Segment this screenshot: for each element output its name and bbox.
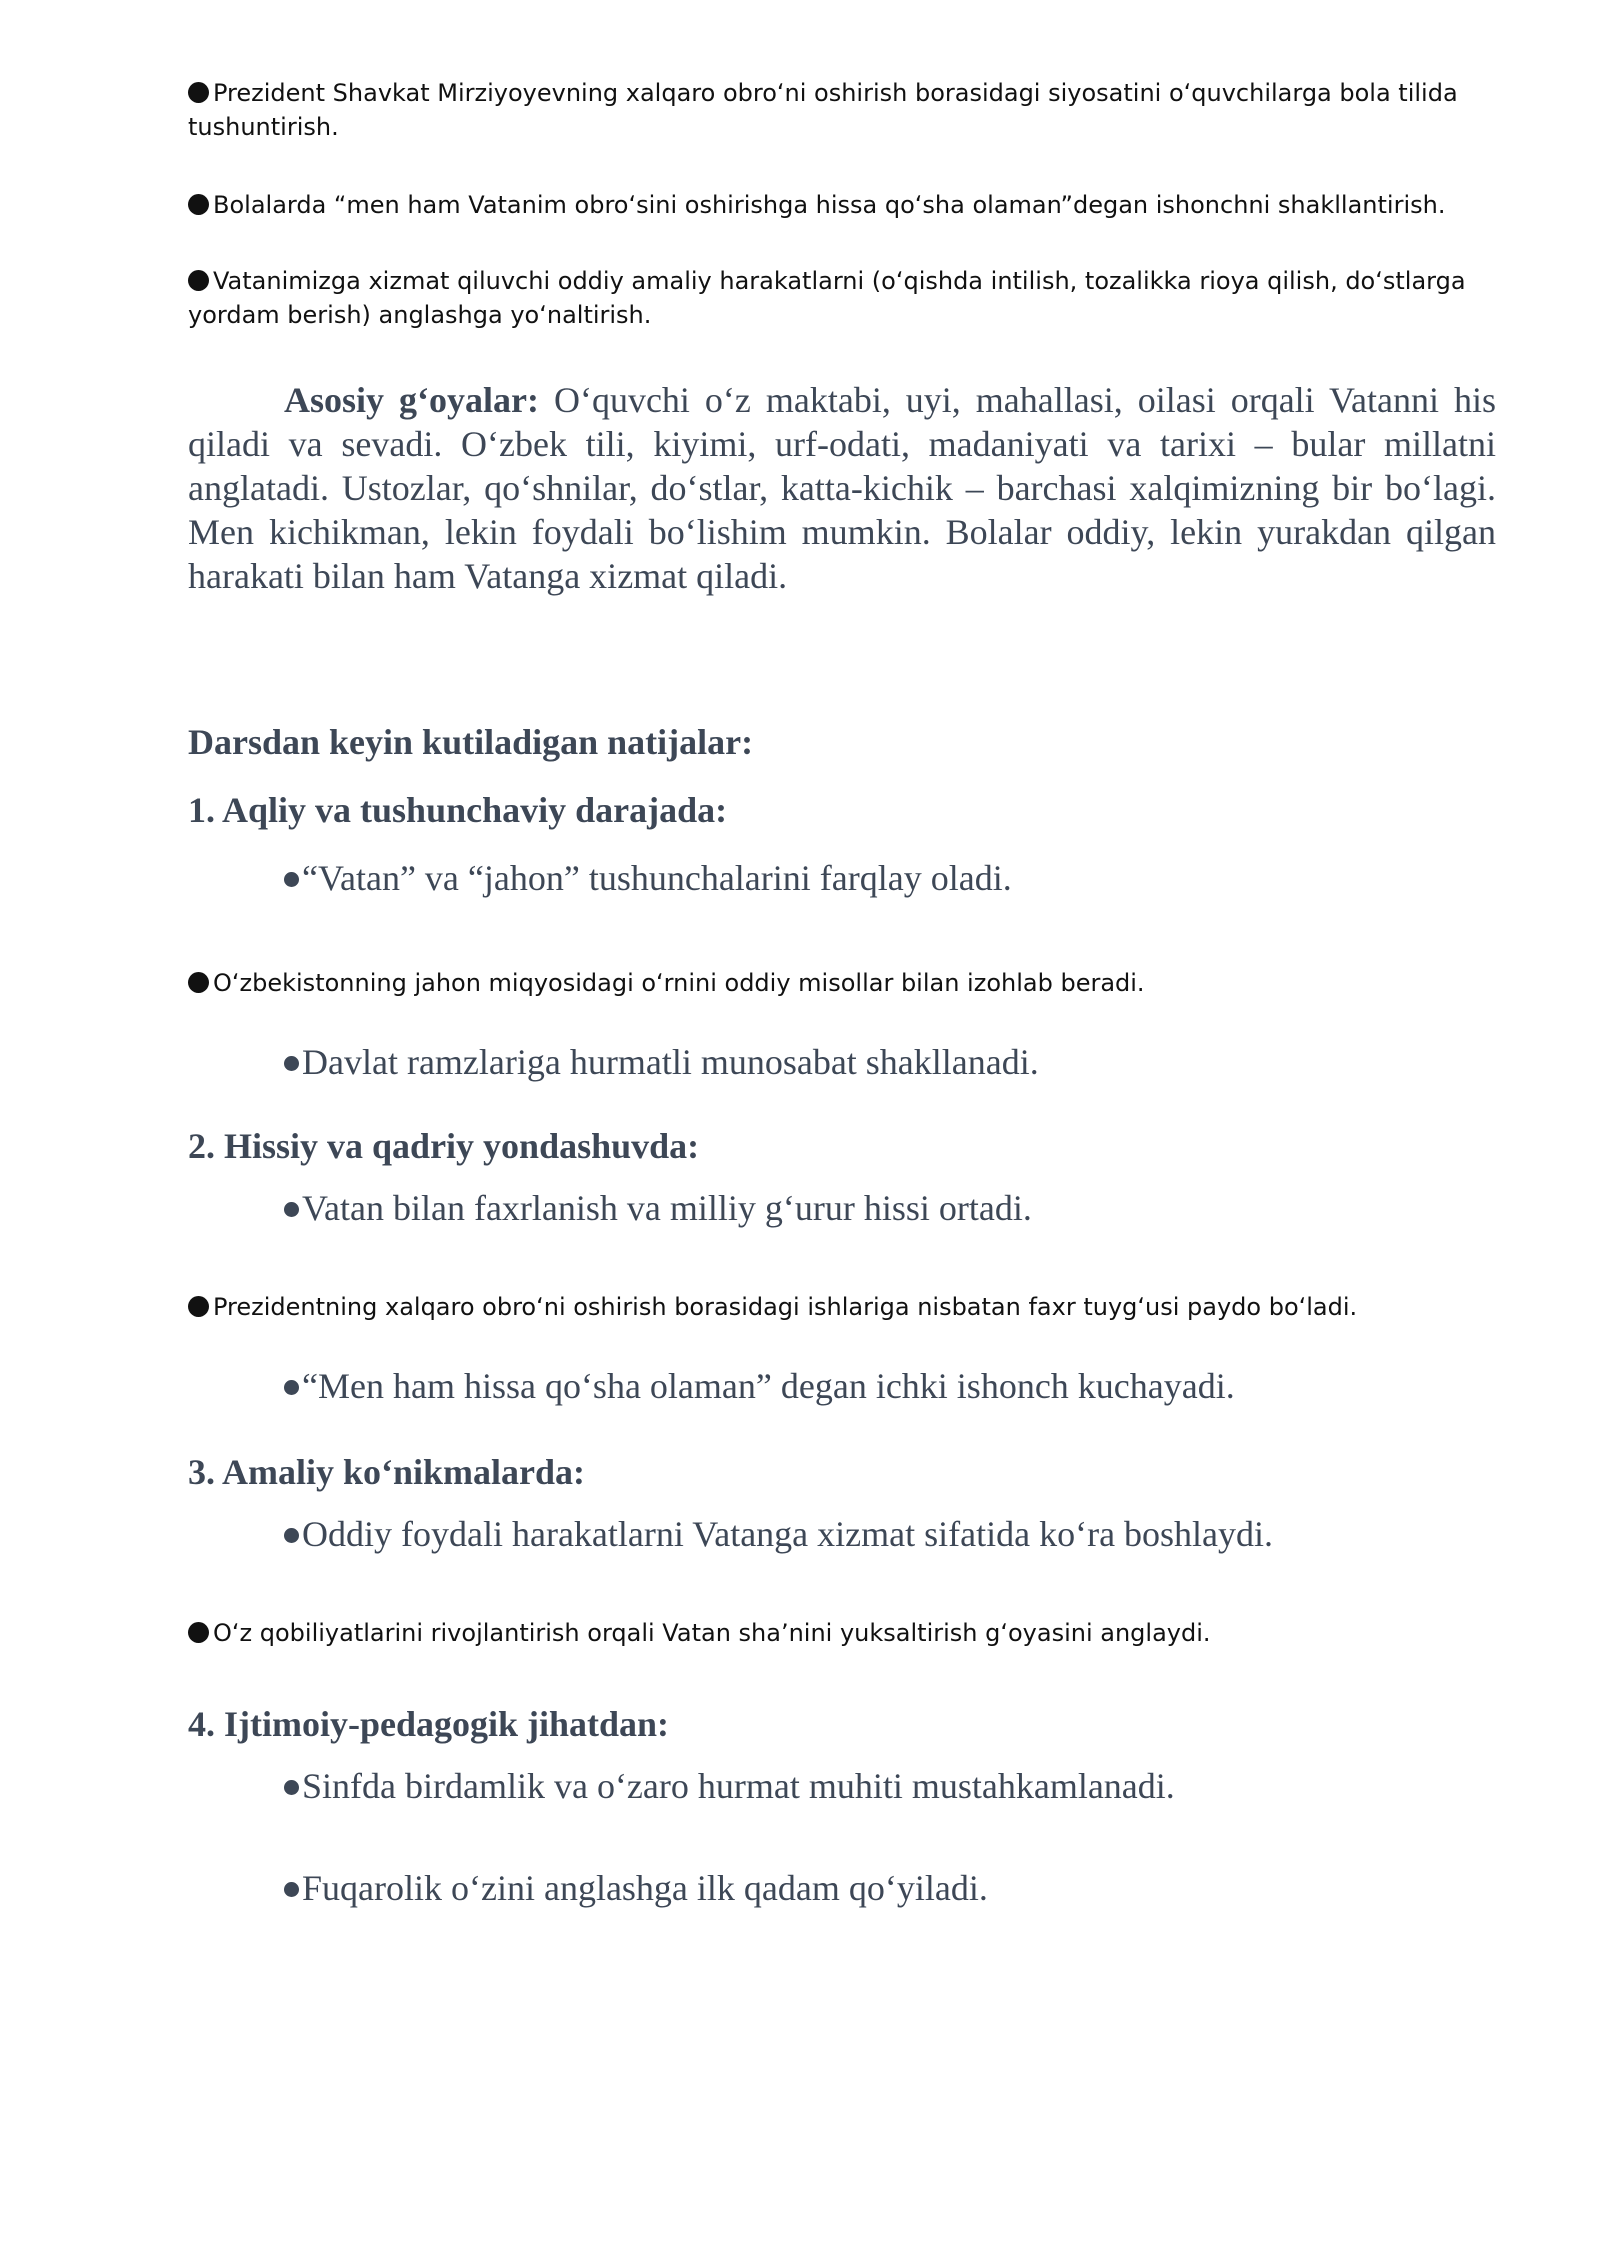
bullet-icon <box>284 1780 299 1795</box>
outcomes-title: Darsdan keyin kutiladigan natijalar: <box>188 722 754 762</box>
outcome-item: Davlat ramzlariga hurmatli munosabat shakllanadi. <box>284 1040 1039 1084</box>
section-heading: 2. Hissiy va qadriy yondashuvda: <box>188 1126 700 1166</box>
goal-item: Bolalarda “men ham Vatanim obroʻsini oshirishga hissa qoʻsha olaman”degan ishonchni shakllantirish. <box>188 188 1508 222</box>
outcome-item: Oddiy foydali harakatlarni Vatanga xizmat sifatida ko‘ra boshlaydi. <box>284 1512 1273 1556</box>
bullet-icon <box>284 1202 299 1217</box>
bullet-icon <box>284 872 299 887</box>
bullet-icon <box>188 972 209 993</box>
section-heading: 1. Aqliy va tushunchaviy darajada: <box>188 790 728 830</box>
bullet-icon <box>284 1882 299 1897</box>
section-heading: 4. Ijtimoiy-pedagogik jihatdan: <box>188 1704 670 1744</box>
main-ideas-text: O‘quvchi o‘z maktabi, uyi, mahallasi, oilasi orqali Vatanni his qiladi va sevadi. O‘zbek tili, kiyimi, urf-odati, madaniyati va tarixi – bular millatni anglatadi. Ustozlar, qo‘shnilar, do‘stlar, katta-kichik – barchasi xalqimizning bir bo‘lagi. Men kichikman, lekin foydali bo‘lishim mumkin. Bolalar oddiy, lekin yurakdan qilgan harakati bilan ham Vatanga xizmat qiladi. <box>188 380 1496 596</box>
bullet-icon <box>188 194 209 215</box>
main-ideas-label: Asosiy g‘oyalar: <box>284 380 539 420</box>
bullet-icon <box>188 1296 209 1317</box>
main-ideas-paragraph <box>188 378 1496 598</box>
bullet-icon <box>188 270 209 291</box>
goal-item: Prezident Shavkat Mirziyoyevning xalqaro obroʻni oshirish borasidagi siyosatini oʻquvchilarga bola tilida tushuntirish. <box>188 79 1458 141</box>
outcome-item: Oʻzbekistonning jahon miqyosidagi oʻrnini oddiy misollar bilan izohlab beradi. <box>188 966 1508 1000</box>
outcome-item: Vatan bilan faxrlanish va milliy g‘urur hissi ortadi. <box>284 1186 1032 1230</box>
outcome-item: Sinfda birdamlik va o‘zaro hurmat muhiti mustahkamlanadi. <box>284 1764 1175 1808</box>
section-heading: 3. Amaliy ko‘nikmalarda: <box>188 1452 586 1492</box>
bullet-icon <box>284 1528 299 1543</box>
outcome-item: Fuqarolik o‘zini anglashga ilk qadam qo‘yiladi. <box>284 1866 988 1910</box>
goal-item: Vatanimizga xizmat qiluvchi oddiy amaliy harakatlarni (oʻqishda intilish, tozalikka rioya qilish, doʻstlarga yordam berish) anglashga yoʻnaltirish. <box>188 267 1466 329</box>
outcome-item: “Men ham hissa qo‘sha olaman” degan ichki ishonch kuchayadi. <box>284 1364 1235 1408</box>
outcome-item: “Vatan” va “jahon” tushunchalarini farqlay oladi. <box>284 856 1012 900</box>
bullet-icon <box>284 1056 299 1071</box>
bullet-icon <box>188 1622 209 1643</box>
bullet-icon <box>188 82 209 103</box>
bullet-icon <box>284 1380 299 1395</box>
outcome-item: Oʻz qobiliyatlarini rivojlantirish orqali Vatan shaʼnini yuksaltirish gʻoyasini anglaydi. <box>188 1616 1508 1650</box>
outcome-item: Prezidentning xalqaro obroʻni oshirish borasidagi ishlariga nisbatan faxr tuygʻusi paydo boʻladi. <box>188 1290 1508 1324</box>
